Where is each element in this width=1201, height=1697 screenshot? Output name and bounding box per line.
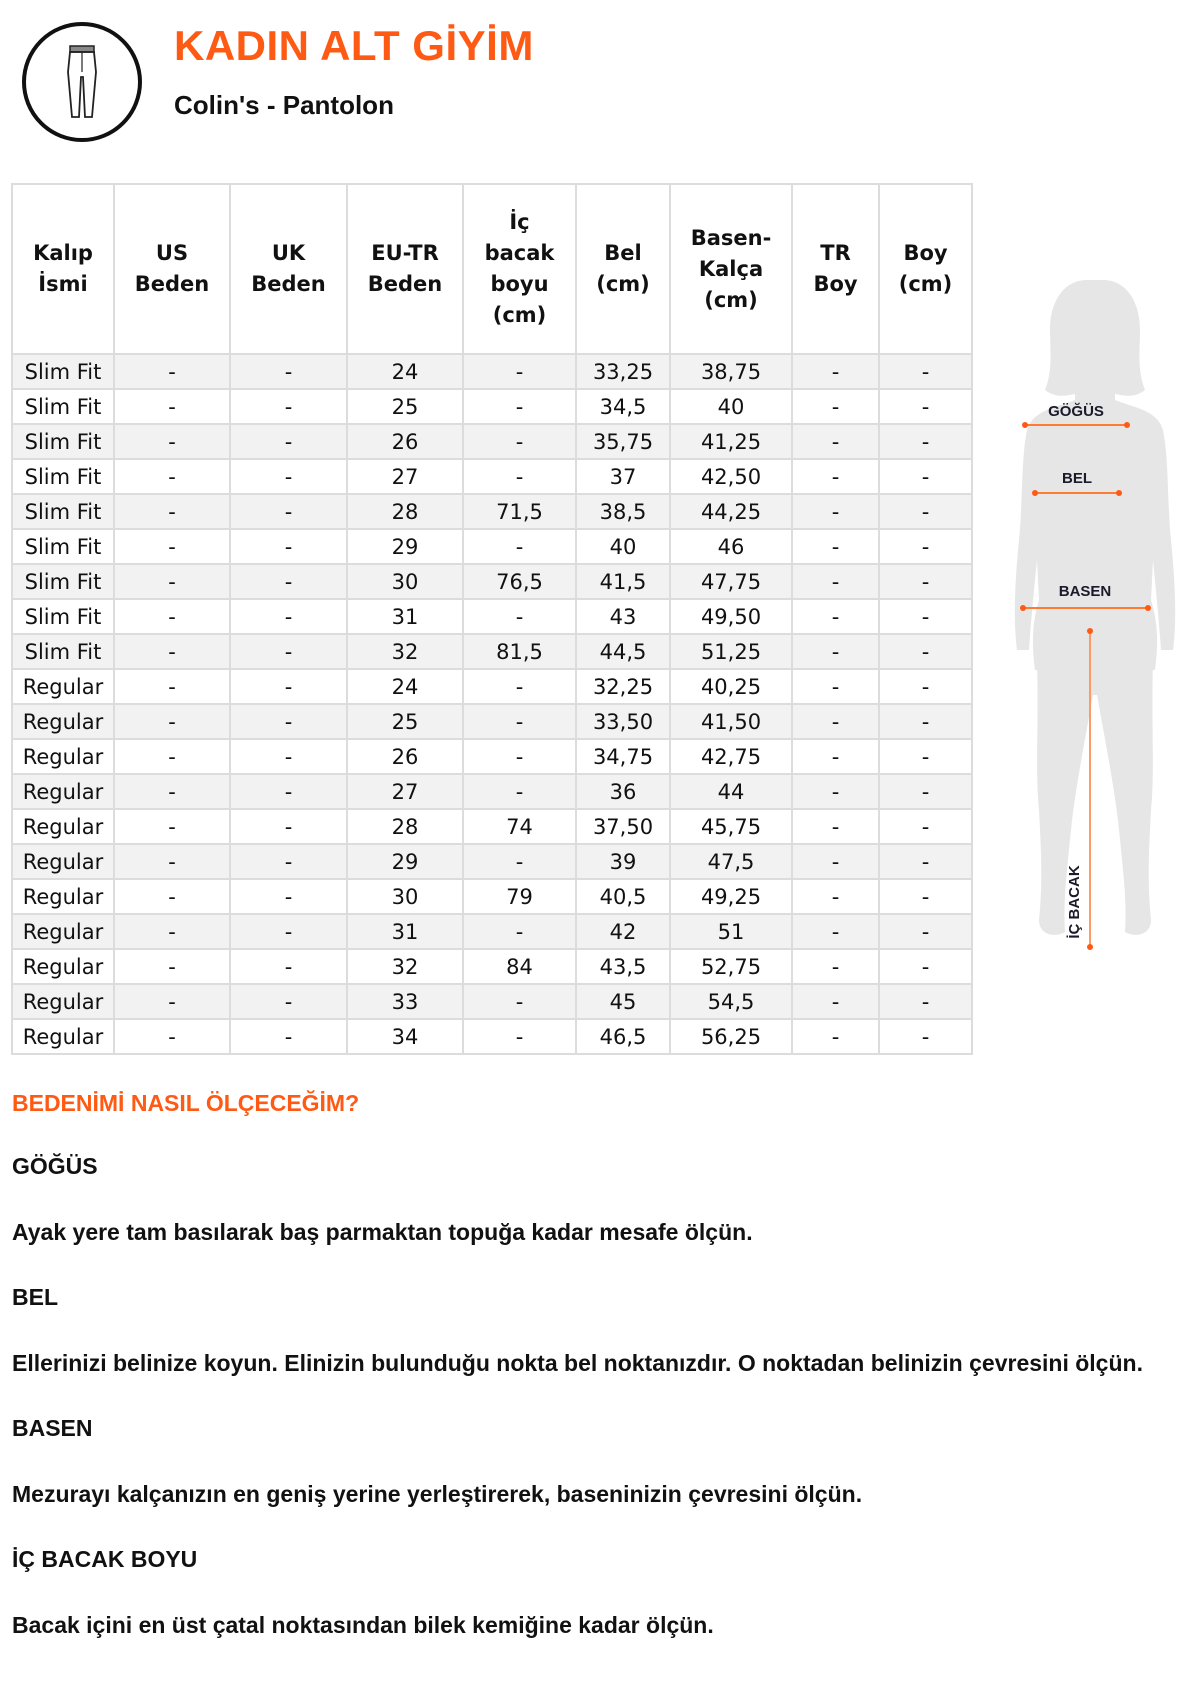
column-header <box>576 184 670 354</box>
table-row <box>12 529 972 564</box>
table-cell: Regular <box>12 1019 114 1054</box>
column-header-line: Beden <box>251 272 326 296</box>
column-header-line: Bel <box>604 241 642 265</box>
table-cell: Regular <box>12 984 114 1019</box>
table-row <box>12 1019 972 1054</box>
table-row <box>12 739 972 774</box>
table-cell: 25 <box>347 389 463 424</box>
column-header-line: İsmi <box>38 272 88 296</box>
table-cell: 29 <box>347 844 463 879</box>
table-cell: - <box>463 669 576 704</box>
table-cell: - <box>792 634 879 669</box>
table-cell: - <box>114 389 230 424</box>
column-header-line: (cm) <box>704 287 758 312</box>
table-cell: - <box>792 704 879 739</box>
table-cell: - <box>879 914 972 949</box>
table-cell: 32,25 <box>576 669 670 704</box>
guide-section-text: Mezurayı kalçanızın en geniş yerine yerleştirerek, baseninizin çevresini ölçün. <box>12 1481 863 1507</box>
column-header-line: (cm) <box>898 272 953 296</box>
column-header <box>114 184 230 354</box>
table-cell: 26 <box>347 424 463 459</box>
table-row <box>12 879 972 914</box>
guide-title: BEDENİMİ NASIL ÖLÇECEĞİM? <box>12 1090 360 1116</box>
table-cell: - <box>879 354 972 389</box>
column-header-line: boyu <box>490 272 549 296</box>
column-header-line: UK <box>271 241 306 265</box>
table-cell: - <box>463 774 576 809</box>
table-cell: - <box>463 529 576 564</box>
table-cell: 34,5 <box>576 389 670 424</box>
table-row <box>12 949 972 984</box>
table-cell: - <box>463 739 576 774</box>
column-header <box>12 184 114 354</box>
table-row <box>12 634 972 669</box>
table-cell: 45 <box>576 984 670 1019</box>
table-cell: 36 <box>576 774 670 809</box>
table-cell: - <box>879 599 972 634</box>
table-cell: - <box>230 599 347 634</box>
column-header-line: Kalıp <box>33 241 93 265</box>
table-cell: 45,75 <box>670 809 792 844</box>
table-cell: - <box>463 1019 576 1054</box>
table-cell: 43,5 <box>576 949 670 984</box>
table-cell: Regular <box>12 669 114 704</box>
table-cell: 29 <box>347 529 463 564</box>
table-cell: 41,50 <box>670 704 792 739</box>
table-cell: 31 <box>347 914 463 949</box>
table-cell: - <box>114 914 230 949</box>
column-header-line: Beden <box>367 272 443 296</box>
table-cell: - <box>230 984 347 1019</box>
table-cell: - <box>879 529 972 564</box>
table-cell: Slim Fit <box>12 354 114 389</box>
table-cell: 79 <box>463 879 576 914</box>
column-header-line: Basen- <box>690 225 772 250</box>
table-cell: - <box>230 914 347 949</box>
table-cell: 46,5 <box>576 1019 670 1054</box>
table-cell: - <box>792 949 879 984</box>
column-header-line: (cm) <box>596 272 650 296</box>
table-cell: - <box>230 739 347 774</box>
guide-section-text: Ellerinizi belinize koyun. Elinizin bulunduğu nokta bel noktanızdır. O noktadan belinizin çevresini ölçün. <box>12 1350 1143 1376</box>
table-cell: - <box>230 459 347 494</box>
table-row <box>12 704 972 739</box>
table-cell: - <box>463 844 576 879</box>
table-cell: - <box>230 949 347 984</box>
table-cell: 74 <box>463 809 576 844</box>
table-cell: 44 <box>670 774 792 809</box>
table-cell: - <box>879 389 972 424</box>
table-cell: - <box>879 984 972 1019</box>
table-cell: 42,50 <box>670 459 792 494</box>
guide-section-heading: İÇ BACAK BOYU <box>12 1546 198 1572</box>
table-cell: 42 <box>576 914 670 949</box>
table-cell: - <box>792 494 879 529</box>
table-cell: 41,25 <box>670 424 792 459</box>
table-cell: 39 <box>576 844 670 879</box>
column-header-line: (cm) <box>492 303 547 327</box>
table-cell: - <box>879 1019 972 1054</box>
table-cell: 27 <box>347 459 463 494</box>
table-cell: 33 <box>347 984 463 1019</box>
table-cell: 51 <box>670 914 792 949</box>
table-cell: 37,50 <box>576 809 670 844</box>
table-cell: 24 <box>347 669 463 704</box>
table-cell: Slim Fit <box>12 634 114 669</box>
table-cell: - <box>879 739 972 774</box>
table-cell: - <box>879 634 972 669</box>
column-header <box>230 184 347 354</box>
table-row <box>12 809 972 844</box>
table-cell: - <box>114 634 230 669</box>
table-cell: - <box>114 739 230 774</box>
table-row <box>12 984 972 1019</box>
table-cell: - <box>463 354 576 389</box>
table-cell: Slim Fit <box>12 389 114 424</box>
table-cell: 38,5 <box>576 494 670 529</box>
pants-icon <box>62 42 102 122</box>
table-cell: - <box>230 774 347 809</box>
size-table <box>11 183 973 1055</box>
table-cell: - <box>792 389 879 424</box>
table-cell: 31 <box>347 599 463 634</box>
table-cell: - <box>114 459 230 494</box>
table-cell: 44,25 <box>670 494 792 529</box>
column-header-line: TR <box>820 241 851 265</box>
table-cell: 27 <box>347 774 463 809</box>
column-header-line: Boy <box>903 241 948 265</box>
table-cell: - <box>463 459 576 494</box>
column-header-line: Beden <box>134 272 210 296</box>
table-cell: 40 <box>576 529 670 564</box>
table-cell: 44,5 <box>576 634 670 669</box>
table-cell: - <box>792 564 879 599</box>
table-cell: - <box>114 879 230 914</box>
table-cell: - <box>114 564 230 599</box>
table-cell: - <box>792 739 879 774</box>
table-cell: - <box>114 529 230 564</box>
table-cell: 47,5 <box>670 844 792 879</box>
table-cell: Regular <box>12 739 114 774</box>
category-logo <box>22 22 142 142</box>
table-cell: 40,25 <box>670 669 792 704</box>
table-cell: - <box>879 459 972 494</box>
table-cell: - <box>879 949 972 984</box>
table-cell: - <box>114 599 230 634</box>
column-header-line: EU-TR <box>371 241 439 265</box>
table-cell: - <box>792 354 879 389</box>
table-cell: - <box>114 494 230 529</box>
table-cell: 42,75 <box>670 739 792 774</box>
table-cell: - <box>230 669 347 704</box>
table-cell: - <box>114 704 230 739</box>
table-cell: 30 <box>347 879 463 914</box>
table-cell: Slim Fit <box>12 599 114 634</box>
table-cell: - <box>792 844 879 879</box>
table-cell: Regular <box>12 914 114 949</box>
table-row <box>12 459 972 494</box>
table-cell: - <box>230 494 347 529</box>
table-cell: - <box>792 459 879 494</box>
table-row <box>12 389 972 424</box>
table-cell: - <box>114 984 230 1019</box>
guide-section-text: Ayak yere tam basılarak baş parmaktan topuğa kadar mesafe ölçün. <box>12 1219 753 1245</box>
table-cell: - <box>230 389 347 424</box>
table-row <box>12 354 972 389</box>
hip-label: BASEN <box>1058 583 1112 600</box>
table-cell: 32 <box>347 949 463 984</box>
column-header-line: Boy <box>813 272 858 296</box>
table-cell: 76,5 <box>463 564 576 599</box>
table-cell: 26 <box>347 739 463 774</box>
table-cell: - <box>879 809 972 844</box>
table-cell: - <box>230 634 347 669</box>
table-row <box>12 599 972 634</box>
table-cell: - <box>230 844 347 879</box>
table-cell: 32 <box>347 634 463 669</box>
column-header-line: Kalça <box>698 256 764 281</box>
table-cell: 34 <box>347 1019 463 1054</box>
table-cell: - <box>463 914 576 949</box>
table-cell: - <box>792 914 879 949</box>
table-cell: - <box>230 354 347 389</box>
table-cell: Regular <box>12 949 114 984</box>
column-header <box>792 184 879 354</box>
table-cell: - <box>114 774 230 809</box>
column-header <box>879 184 972 354</box>
table-cell: 52,75 <box>670 949 792 984</box>
table-cell: - <box>114 809 230 844</box>
table-cell: - <box>230 809 347 844</box>
table-cell: - <box>879 669 972 704</box>
guide-section-heading: BEL <box>12 1284 58 1310</box>
column-header-line: US <box>155 241 189 265</box>
table-cell: - <box>879 564 972 599</box>
table-cell: - <box>114 424 230 459</box>
table-cell: - <box>230 529 347 564</box>
table-cell: - <box>463 389 576 424</box>
table-row <box>12 494 972 529</box>
table-cell: 28 <box>347 494 463 529</box>
table-cell: - <box>792 809 879 844</box>
measurement-guide <box>12 1090 1182 1677</box>
table-cell: Slim Fit <box>12 424 114 459</box>
table-cell: 56,25 <box>670 1019 792 1054</box>
table-cell: - <box>792 984 879 1019</box>
table-cell: - <box>792 774 879 809</box>
table-cell: 38,75 <box>670 354 792 389</box>
table-cell: - <box>879 704 972 739</box>
table-row <box>12 424 972 459</box>
table-cell: Regular <box>12 809 114 844</box>
table-cell: - <box>230 704 347 739</box>
inseam-label: İÇ BACAK <box>1066 865 1083 939</box>
table-cell: - <box>792 424 879 459</box>
table-cell: 84 <box>463 949 576 984</box>
table-cell: - <box>114 844 230 879</box>
table-cell: 43 <box>576 599 670 634</box>
table-cell: - <box>879 844 972 879</box>
table-cell: - <box>230 564 347 599</box>
table-cell: - <box>114 354 230 389</box>
table-cell: 35,75 <box>576 424 670 459</box>
table-cell: 28 <box>347 809 463 844</box>
guide-section-heading: BASEN <box>12 1415 93 1441</box>
table-header-row <box>12 184 972 354</box>
table-cell: - <box>463 424 576 459</box>
table-cell: 71,5 <box>463 494 576 529</box>
table-cell: 47,75 <box>670 564 792 599</box>
guide-sections <box>12 1153 1182 1641</box>
table-cell: 40,5 <box>576 879 670 914</box>
page-title: KADIN ALT GİYİM <box>174 22 534 69</box>
table-body <box>12 354 972 1054</box>
table-cell: Regular <box>12 844 114 879</box>
column-header <box>347 184 463 354</box>
table-cell: 81,5 <box>463 634 576 669</box>
table-cell: - <box>114 949 230 984</box>
table-cell: 34,75 <box>576 739 670 774</box>
table-cell: Slim Fit <box>12 529 114 564</box>
table-cell: - <box>230 879 347 914</box>
column-header <box>463 184 576 354</box>
guide-section-text: Bacak içini en üst çatal noktasından bilek kemiğine kadar ölçün. <box>12 1612 714 1638</box>
table-cell: - <box>792 1019 879 1054</box>
body-silhouette-icon <box>995 270 1195 970</box>
table-row <box>12 844 972 879</box>
body-measurement-figure <box>995 270 1195 970</box>
table-cell: - <box>879 494 972 529</box>
table-cell: - <box>879 879 972 914</box>
table-cell: 54,5 <box>670 984 792 1019</box>
table-cell: 40 <box>670 389 792 424</box>
table-cell: 24 <box>347 354 463 389</box>
table-cell: 33,50 <box>576 704 670 739</box>
table-cell: - <box>230 1019 347 1054</box>
table-cell: 25 <box>347 704 463 739</box>
table-row <box>12 774 972 809</box>
table-cell: - <box>463 984 576 1019</box>
table-cell: - <box>463 704 576 739</box>
table-row <box>12 669 972 704</box>
table-cell: - <box>879 424 972 459</box>
table-cell: - <box>792 599 879 634</box>
table-cell: - <box>879 774 972 809</box>
table-cell: - <box>114 669 230 704</box>
column-header-line: bacak <box>484 241 555 265</box>
table-cell: Slim Fit <box>12 564 114 599</box>
column-header <box>670 184 792 354</box>
table-cell: 46 <box>670 529 792 564</box>
guide-section-heading: GÖĞÜS <box>12 1153 98 1179</box>
table-cell: Regular <box>12 704 114 739</box>
table-row <box>12 914 972 949</box>
table-cell: - <box>792 529 879 564</box>
table-cell: - <box>463 599 576 634</box>
table-row <box>12 564 972 599</box>
table-cell: - <box>230 424 347 459</box>
column-header-line: İç <box>509 210 530 234</box>
table-cell: 51,25 <box>670 634 792 669</box>
table-cell: Slim Fit <box>12 459 114 494</box>
waist-label: BEL <box>1062 470 1092 487</box>
page-subtitle: Colin's - Pantolon <box>174 90 394 120</box>
table-cell: - <box>792 669 879 704</box>
table-cell: 37 <box>576 459 670 494</box>
table-cell: Slim Fit <box>12 494 114 529</box>
table-cell: 49,25 <box>670 879 792 914</box>
table-cell: - <box>114 1019 230 1054</box>
table-cell: 30 <box>347 564 463 599</box>
table-cell: 33,25 <box>576 354 670 389</box>
table-cell: 41,5 <box>576 564 670 599</box>
table-cell: Regular <box>12 879 114 914</box>
chest-label: GÖĞÜS <box>1048 403 1104 420</box>
table-cell: 49,50 <box>670 599 792 634</box>
table-cell: Regular <box>12 774 114 809</box>
table-cell: - <box>792 879 879 914</box>
